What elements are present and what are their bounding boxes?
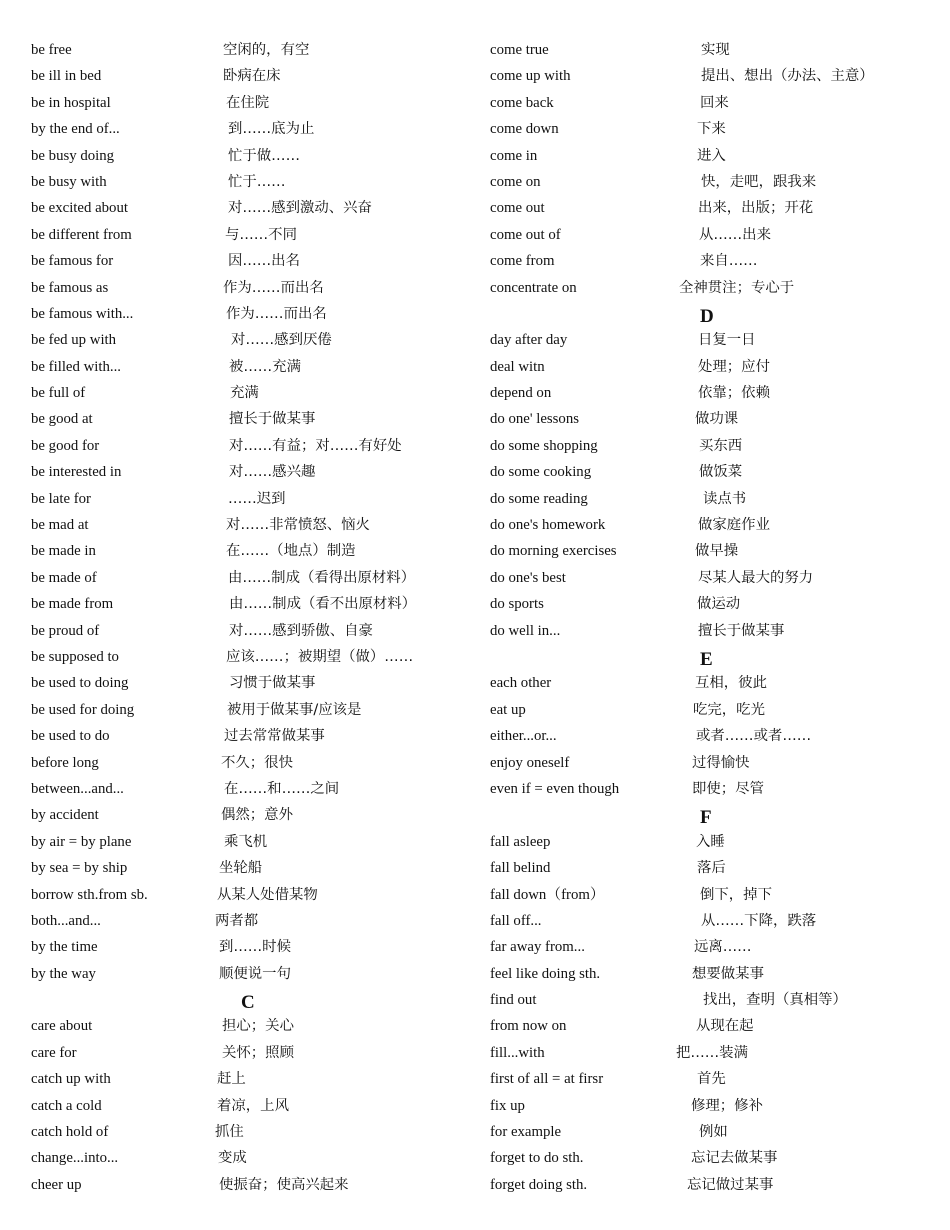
- chinese-meaning: 关怀；照顾: [222, 1044, 294, 1061]
- chinese-meaning: 作为……而出名: [226, 305, 327, 322]
- english-phrase: be busy with: [31, 173, 107, 190]
- chinese-meaning: 到……底为止: [228, 121, 315, 138]
- chinese-meaning: 做家庭作业: [698, 517, 770, 534]
- section-letter: F: [700, 807, 712, 829]
- english-phrase: be free: [31, 42, 72, 58]
- chinese-meaning: 下来: [697, 121, 726, 138]
- chinese-meaning: 坐轮船: [219, 860, 263, 877]
- english-phrase: fall down（from）: [490, 886, 605, 903]
- english-phrase: be filled with...: [31, 358, 121, 375]
- english-phrase: care for: [31, 1044, 77, 1061]
- english-phrase: come true: [490, 42, 549, 58]
- chinese-meaning: 作为……而出名: [223, 279, 324, 296]
- english-phrase: be used to do: [31, 728, 110, 745]
- chinese-meaning: 回来: [700, 94, 729, 111]
- chinese-meaning: 找出，查明（真相等）: [703, 992, 847, 1009]
- english-phrase: be proud of: [31, 622, 100, 639]
- english-phrase: be different from: [31, 226, 132, 243]
- chinese-meaning: 出来，出版；开花: [698, 200, 814, 217]
- english-phrase: be made from: [31, 596, 114, 613]
- chinese-meaning: 来自……: [700, 253, 758, 270]
- chinese-meaning: 从……出来: [699, 226, 771, 243]
- chinese-meaning: 做早操: [695, 543, 739, 560]
- chinese-meaning: 依靠；依赖: [698, 385, 770, 402]
- chinese-meaning: 读点书: [703, 490, 747, 507]
- english-phrase: first of all = at firsr: [490, 1071, 604, 1088]
- chinese-meaning: ……迟到: [228, 490, 286, 507]
- english-phrase: be in hospital: [31, 94, 111, 111]
- english-phrase: do one's best: [490, 569, 566, 586]
- english-phrase: each other: [490, 675, 552, 692]
- english-phrase: forget doing sth.: [490, 1176, 588, 1193]
- english-phrase: do sports: [490, 596, 544, 613]
- chinese-meaning: 偶然；意外: [221, 807, 293, 824]
- chinese-meaning: 擅长于做某事: [698, 622, 785, 639]
- chinese-meaning: 因……出名: [228, 253, 300, 270]
- english-phrase: be famous as: [31, 279, 109, 296]
- english-phrase: be used to doing: [31, 675, 129, 692]
- section-letter: C: [241, 992, 255, 1014]
- chinese-meaning: 对……有益；对……有好处: [229, 437, 402, 454]
- chinese-meaning: 过去常常做某事: [224, 728, 325, 745]
- english-phrase: enjoy oneself: [490, 754, 570, 771]
- english-phrase: be used for doing: [31, 701, 135, 718]
- chinese-meaning: 两者都: [215, 912, 259, 929]
- chinese-meaning: 被用于做某事/应该是: [227, 701, 362, 718]
- english-phrase: cheer up: [31, 1176, 82, 1193]
- english-phrase: do some shopping: [490, 437, 598, 454]
- chinese-meaning: 进入: [697, 147, 726, 164]
- chinese-meaning: 吃完，吃光: [693, 701, 765, 718]
- chinese-meaning: 应该……；被期望（做）……: [226, 648, 414, 665]
- english-phrase: come up with: [490, 68, 571, 85]
- chinese-meaning: 尽某人最大的努力: [698, 569, 814, 586]
- chinese-meaning: 倒下，掉下: [700, 886, 772, 903]
- chinese-meaning: 对……感到激动、兴奋: [228, 200, 372, 217]
- chinese-meaning: 担心；关心: [222, 1018, 294, 1035]
- english-phrase: catch hold of: [31, 1124, 109, 1141]
- chinese-meaning: 赶上: [217, 1071, 246, 1088]
- chinese-meaning: 买东西: [699, 437, 743, 454]
- english-phrase: do one's homework: [490, 517, 606, 534]
- english-phrase: before long: [31, 754, 99, 771]
- english-phrase: come in: [490, 147, 538, 164]
- english-phrase: fall off...: [490, 912, 542, 929]
- english-phrase: be made of: [31, 569, 97, 586]
- english-phrase: by the time: [31, 939, 98, 956]
- chinese-meaning: 从现在起: [696, 1018, 754, 1035]
- chinese-meaning: 由……制成（看得出原材料）: [228, 569, 416, 586]
- chinese-meaning: 或者……或者……: [696, 728, 812, 745]
- chinese-meaning: 顺便说一句: [219, 965, 291, 982]
- english-phrase: come on: [490, 173, 541, 190]
- english-phrase: come down: [490, 121, 559, 138]
- english-phrase: fall belind: [490, 860, 551, 877]
- english-phrase: for example: [490, 1124, 562, 1141]
- chinese-meaning: 即使；尽管: [692, 780, 764, 797]
- chinese-meaning: 对……感兴趣: [229, 464, 316, 481]
- chinese-meaning: 做饭菜: [699, 464, 743, 481]
- english-phrase: both...and...: [31, 912, 101, 929]
- english-phrase: be good at: [31, 411, 93, 428]
- chinese-meaning: 对……感到厌倦: [231, 332, 332, 349]
- english-phrase: by accident: [31, 807, 99, 824]
- chinese-meaning: 对……非常愤怒、恼火: [226, 517, 370, 534]
- english-phrase: be good for: [31, 437, 100, 454]
- chinese-meaning: 忙于……: [228, 173, 286, 190]
- chinese-meaning: 例如: [699, 1124, 728, 1141]
- chinese-meaning: 实现: [701, 42, 730, 58]
- english-phrase: by the way: [31, 965, 96, 982]
- chinese-meaning: 忙于做……: [228, 147, 300, 164]
- chinese-meaning: 与……不同: [225, 226, 297, 243]
- chinese-meaning: 远离……: [694, 939, 752, 956]
- chinese-meaning: 修理；修补: [691, 1097, 763, 1114]
- chinese-meaning: 在……和……之间: [224, 780, 340, 797]
- english-phrase: come out: [490, 200, 545, 217]
- english-phrase: change...into...: [31, 1150, 119, 1167]
- english-phrase: do some reading: [490, 490, 588, 507]
- english-phrase: depend on: [490, 385, 552, 402]
- chinese-meaning: 对……感到骄傲、自豪: [229, 622, 373, 639]
- english-phrase: far away from...: [490, 939, 585, 956]
- chinese-meaning: 在住院: [226, 94, 270, 111]
- english-phrase: deal witn: [490, 358, 545, 375]
- chinese-meaning: 到……时候: [219, 939, 291, 956]
- section-letter: D: [700, 305, 714, 327]
- chinese-meaning: 互相，彼此: [695, 675, 767, 692]
- english-phrase: be mad at: [31, 517, 89, 534]
- english-phrase: fix up: [490, 1097, 525, 1114]
- chinese-meaning: 忘记去做某事: [691, 1150, 778, 1167]
- chinese-meaning: 空闲的，有空: [223, 42, 310, 58]
- english-phrase: do well in...: [490, 622, 561, 639]
- english-phrase: do one' lessons: [490, 411, 579, 428]
- english-phrase: be busy doing: [31, 147, 115, 164]
- english-phrase: concentrate on: [490, 279, 577, 296]
- chinese-meaning: 日复一日: [698, 332, 756, 349]
- chinese-meaning: 全神贯注；专心于: [679, 279, 795, 296]
- chinese-meaning: 想要做某事: [692, 965, 764, 982]
- english-phrase: be famous for: [31, 253, 114, 270]
- english-phrase: day after day: [490, 332, 568, 349]
- english-phrase: fill...with: [490, 1044, 545, 1061]
- chinese-meaning: 过得愉快: [692, 754, 750, 771]
- english-phrase: catch up with: [31, 1071, 111, 1088]
- english-phrase: come out of: [490, 226, 561, 243]
- chinese-meaning: 首先: [697, 1071, 726, 1088]
- english-phrase: by air = by plane: [31, 833, 132, 850]
- english-phrase: between...and...: [31, 780, 124, 797]
- english-phrase: by the end of...: [31, 121, 120, 138]
- english-phrase: find out: [490, 992, 537, 1009]
- chinese-meaning: 卧病在床: [223, 68, 281, 85]
- english-phrase: be excited about: [31, 200, 128, 217]
- english-phrase: be supposed to: [31, 648, 119, 665]
- english-phrase: borrow sth.from sb.: [31, 886, 148, 903]
- chinese-meaning: 提出、想出（办法、主意）: [701, 68, 874, 85]
- chinese-meaning: 使振奋；使高兴起来: [219, 1176, 349, 1193]
- chinese-meaning: 由……制成（看不出原材料）: [229, 596, 417, 613]
- english-phrase: eat up: [490, 701, 526, 718]
- english-phrase: care about: [31, 1018, 93, 1035]
- english-phrase: do morning exercises: [490, 543, 617, 560]
- english-phrase: catch a cold: [31, 1097, 102, 1114]
- chinese-meaning: 习惯于做某事: [229, 675, 316, 692]
- chinese-meaning: 快，走吧，跟我来: [701, 173, 817, 190]
- english-phrase: come back: [490, 94, 554, 111]
- chinese-meaning: 忘记做过某事: [687, 1176, 774, 1193]
- chinese-meaning: 充满: [230, 385, 259, 402]
- chinese-meaning: 擅长于做某事: [229, 411, 316, 428]
- english-phrase: do some cooking: [490, 464, 592, 481]
- english-phrase: be ill in bed: [31, 68, 102, 85]
- chinese-meaning: 被……充满: [229, 358, 301, 375]
- chinese-meaning: 做运动: [697, 596, 741, 613]
- chinese-meaning: 从……下降，跌落: [701, 912, 817, 929]
- chinese-meaning: 着凉，上风: [217, 1097, 289, 1114]
- chinese-meaning: 从某人处借某物: [217, 886, 318, 903]
- chinese-meaning: 把……装满: [676, 1044, 748, 1061]
- english-phrase: from now on: [490, 1018, 567, 1035]
- english-phrase: feel like doing sth.: [490, 965, 601, 982]
- chinese-meaning: 做功课: [695, 411, 739, 428]
- chinese-meaning: 不久；很快: [221, 754, 293, 771]
- english-phrase: be made in: [31, 543, 96, 560]
- english-phrase: fall asleep: [490, 833, 551, 850]
- english-phrase: even if = even though: [490, 780, 620, 797]
- chinese-meaning: 抓住: [215, 1124, 244, 1141]
- english-phrase: be interested in: [31, 464, 122, 481]
- section-letter: E: [700, 648, 713, 670]
- english-phrase: be late for: [31, 490, 91, 507]
- english-phrase: be famous with...: [31, 305, 134, 322]
- chinese-meaning: 乘飞机: [224, 833, 268, 850]
- english-phrase: either...or...: [490, 728, 557, 745]
- chinese-meaning: 入睡: [696, 833, 725, 850]
- english-phrase: forget to do sth.: [490, 1150, 584, 1167]
- chinese-meaning: 处理；应付: [698, 358, 770, 375]
- english-phrase: be fed up with: [31, 332, 117, 349]
- chinese-meaning: 落后: [697, 860, 726, 877]
- chinese-meaning: 在……（地点）制造: [226, 543, 356, 560]
- english-phrase: by sea = by ship: [31, 860, 128, 877]
- english-phrase: come from: [490, 253, 555, 270]
- chinese-meaning: 变成: [218, 1150, 247, 1167]
- english-phrase: be full of: [31, 385, 86, 402]
